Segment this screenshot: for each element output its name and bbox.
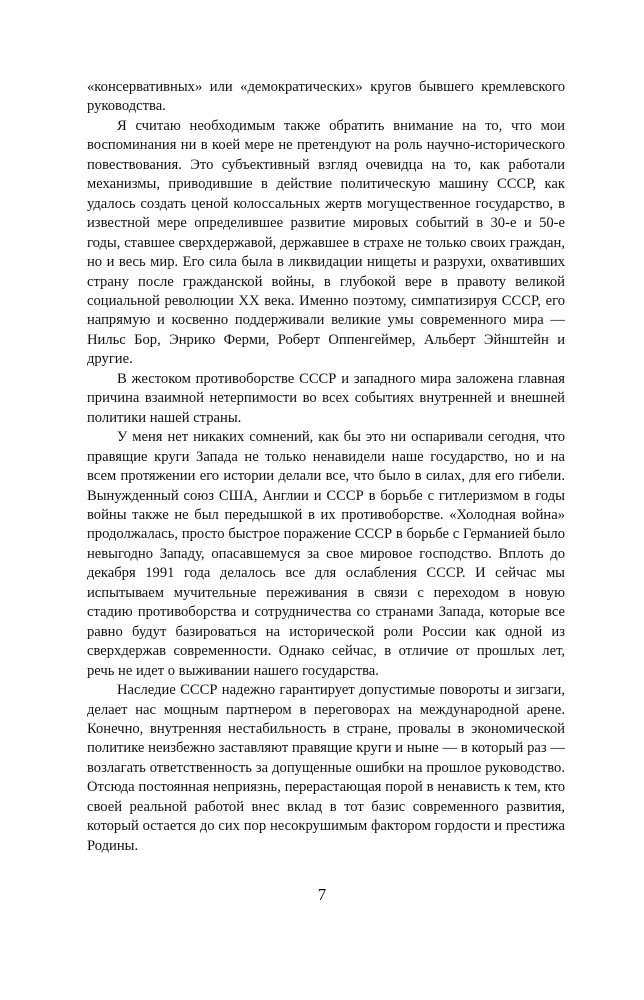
paragraph-5: Наследие СССР надежно гарантирует допустимые повороты и зигзаги, делает нас мощным партнером в переговорах на международной арене. Конечно, внутренняя нестабильность в стране, провалы в экономической политике неизбежно заставляют правящие круги и ныне — в который раз — возлагать ответственность за допущенные ошибки на прошлое руководство. Отсюда постоянная неприязнь, перерастающая порой в ненависть к тем, кто своей реальной работой внес вклад в тот базис современного развития, который остается до сих пор несокрушимым фактором гордости и престижа Родины. xyxy=(87,682,565,854)
paragraph-3: В жестоком противоборстве СССР и западного мира заложена главная причина взаимной нетерпимости во всех событиях внутренней и внешней политики нашей страны. xyxy=(87,370,565,426)
paragraph-4: У меня нет никаких сомнений, как бы это ни оспаривали сегодня, что правящие круги Запада не только ненавидели наше государство, но и на всем протяжении его истории делали все, что было в силах, для его гибели. Вынужденный союз США, Англии и СССР в борьбе с гитлеризмом в годы войны также не был передышкой в их противоборстве. «Холодная война» продолжалась, просто быстрое поражение СССР в борьбе с Германией было невыгодно Западу, опасавшемуся за свое мировое господство. Вплоть до декабря 1991 года делалось все для ослабления СССР. И сейчас мы испытываем мучительные переживания в связи с переходом в новую стадию противоборства и сотрудничества со странами Запада, которые все равно будут базироваться на исторической роли России как одной из сверхдержав современности. Однако сейчас, в отличие от прошлых лет, речь не идет о выживании нашего государства. xyxy=(87,429,565,679)
page-number: 7 xyxy=(317,885,327,904)
paragraph-2: Я считаю необходимым также обратить внимание на то, что мои воспоминания ни в коей мере не претендуют на роль научно-исторического повествования. Это субъективный взгляд очевидца на то, как работали механизмы, приводившие в действие политическую машину СССР, как удалось создать ценой колоссальных жертв могущественное государство, в известной мере определившее развитие мировых событий в 30-е и 50-е годы, ставшее сверхдержавой, державшее в страхе не только своих граждан, но и весь мир. Его сила была в ликвидации нищеты и разрухи, охвативших страну после гражданской войны, в глубокой вере в правоту великой социальной революции XX века. Именно поэтому, симпатизируя СССР, его напрямую и косвенно поддерживали великие умы современного мира — Нильс Бор, Энрико Ферми, Роберт Оппенгеймер, Альберт Эйнштейн и другие. xyxy=(87,117,565,368)
paragraph-1: «консервативных» или «демократических» кругов бывшего кремлевского руководства. xyxy=(87,79,565,115)
page-body xyxy=(87,78,565,856)
